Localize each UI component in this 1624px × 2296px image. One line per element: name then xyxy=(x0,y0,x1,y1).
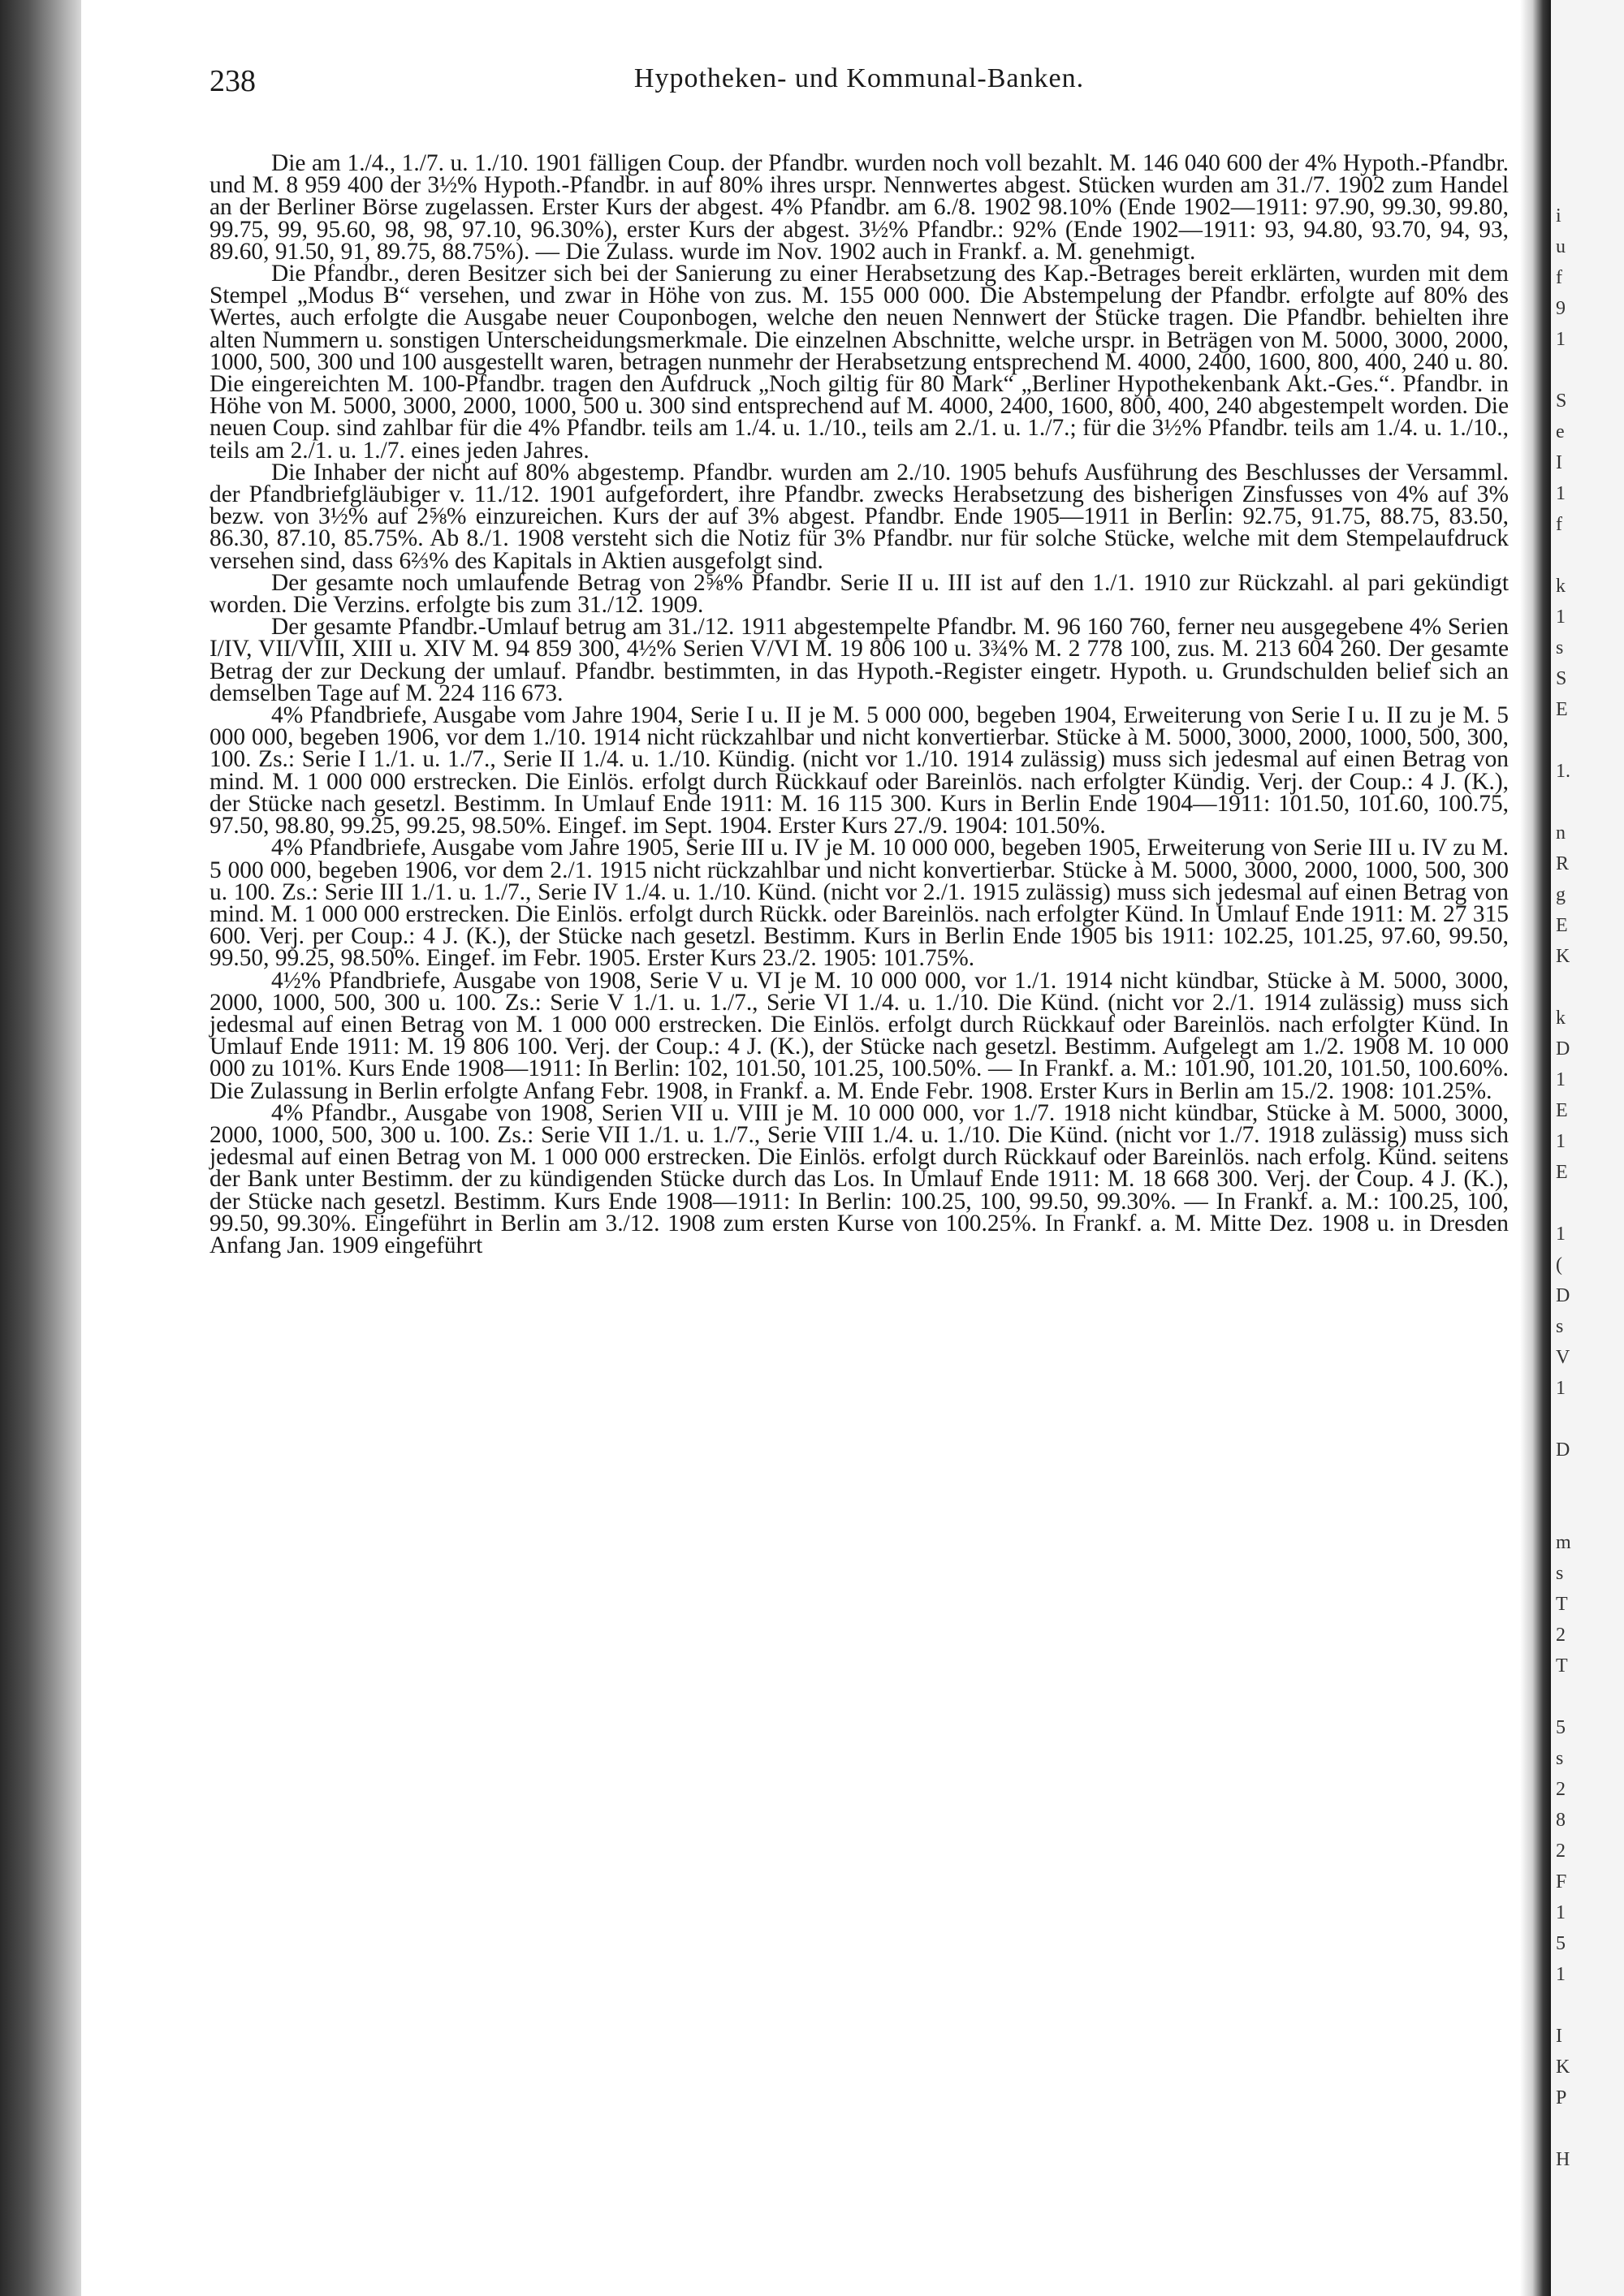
paragraph-circulation: Der gesamte Pfandbr.-Umlauf betrug am 31./12. 1911 abgestempelte Pfandbr. M. 96 160 760, ferner neu ausgegebene 4% Serien I/IV, VII/VIII, XIII u. XIV M. 94 859 300, 4½% Serien V/VI M. 19 806 100 u. 3¾% M. 2 778 100, zus. M. 213 604 260. Der gesamte Betrag der zur Deckung der umlauf. Pfandbr. bestimmten, in das Hypoth.-Register eingetr. Hypoth. u. Grundschulden belief sich an demselben Tage auf M. 224 116 673. xyxy=(209,614,1509,706)
facing-page-fragment: E xyxy=(1556,915,1568,936)
paragraph-coupons: Die am 1./4., 1./7. u. 1./10. 1901 fälligen Coup. der Pfandbr. wurden noch voll bezahlt. M. 146 040 600 der 4% Hypoth.-Pfandbr. und M. 8 959 400 der 3½% Hypoth.-Pfandbr. in auf 80% ihres urspr. Nennwertes abgest. Stücken wurden am 31./7. 1902 zum Handel an der Berliner Börse zugelassen. Erster Kurs der abgest. 4% Pfandbr. am 6./8. 1902 98.10% (Ende 1902—1911: 97.90, 99.30, 99.80, 99.75, 99, 95.60, 98, 98, 97.10, 96.30%), erster Kurs der abgest. 3½% Pfandbr.: 92% (Ende 1902—1911: 93, 94.80, 93.70, 94, 93, 89.60, 91.50, 91, 89.75, 88.75%). — Die Zulass. wurde im Nov. 1902 auch in Frankf. a. M. genehmigt. xyxy=(209,150,1509,265)
body-text xyxy=(209,150,1509,1258)
paragraph-redemption: Der gesamte noch umlaufende Betrag von 2⅝% Pfandbr. Serie II u. III ist auf den 1./1. 1910 zur Rückzahl. al pari gekündigt worden. Die Verzins. erfolgte bis zum 31./12. 1909. xyxy=(209,569,1509,619)
facing-page-fragment: 1 xyxy=(1556,483,1566,504)
page xyxy=(209,63,1509,1257)
facing-page-fragment: 1 xyxy=(1556,1902,1566,1923)
facing-page-fragment: S xyxy=(1556,668,1567,689)
facing-page-fragment: 9 xyxy=(1556,298,1566,319)
facing-page-fragment: 2 xyxy=(1556,1779,1566,1800)
facing-page-fragment: s xyxy=(1556,1748,1564,1769)
facing-page-fragment: I xyxy=(1556,2026,1562,2047)
facing-page-fragment: s xyxy=(1556,637,1564,658)
facing-page-fragment: 1 xyxy=(1556,1131,1566,1152)
facing-page-fragment: E xyxy=(1556,1162,1568,1183)
facing-page-fragment: 8 xyxy=(1556,1810,1566,1831)
facing-page-fragment: s xyxy=(1556,1316,1564,1337)
facing-page-fragment: 1. xyxy=(1556,761,1570,782)
facing-page-fragment: m xyxy=(1556,1532,1571,1553)
running-head xyxy=(209,63,1509,112)
facing-page-fragment: 1 xyxy=(1556,1224,1566,1245)
paragraph-issue-1908-v-vi: 4½% Pfandbriefe, Ausgabe von 1908, Serie V u. VI je M. 10 000 000, vor 1./1. 1914 nicht kündbar, Stücke à M. 5000, 3000, 2000, 1000, 500, 300 u. 100. Zs.: Serie V 1./1. u. 1./7., Serie VI 1./4. u. 1./10. Die Künd. (nicht vor 2./1. 1914 zulässig) muss sich jedesmal auf einen Betrag von M. 1 000 000 erstrecken. Die Einlös. erfolgt durch Rückkauf oder Bareinlös. nach erfolgter Künd. In Umlauf Ende 1911: M. 19 806 100. Verj. der Coup.: 4 J. (K.), der Stücke nach gesetzl. Bestimm. Aufgelegt am 1./2. 1908 M. 10 000 000 zu 101%. Kurs Ende 1908—1911: In Berlin: 102, 101.50, 101.25, 100.50%. — In Frankf. a. M.: 101.90, 101.20, 101.50, 100.60%. Die Zulassung in Berlin erfolgte Anfang Febr. 1908, in Frankf. a. M. Ende Febr. 1908. Erster Kurs in Berlin am 15./2. 1908: 101.25%. xyxy=(209,967,1509,1104)
facing-page-fragment: 5 xyxy=(1556,1933,1566,1954)
paragraph-issue-1908-vii-viii: 4% Pfandbr., Ausgabe von 1908, Serien VII u. VIII je M. 10 000 000, vor 1./7. 1918 nicht kündbar, Stücke à M. 5000, 3000, 2000, 1000, 500, 300 u. 100. Zs.: Serie VII 1./1. u. 1./7., Serie VIII 1./4. u. 1./10. Die Künd. (nicht vor 1./7. 1918 zulässig) muss sich jedesmal auf einen Betrag von M. 1 000 000 erstrecken. Die Einlös. erfolgt durch Rückkauf oder Bareinlös. nach erfolg. Künd. seitens der Bank unter Bestimm. der zu kündigenden Stücke durch das Los. In Umlauf Ende 1911: M. 18 668 300. Verj. der Coup. 4 J. (K.), der Stücke nach gesetzl. Bestimm. Kurs Ende 1908—1911: In Berlin: 100.25, 100, 99.50, 99.30%. — In Frankf. a. M.: 100.25, 100, 99.50, 99.30%. Eingeführt in Berlin am 3./12. 1908 zum ersten Kurse von 100.25%. In Frankf. a. M. Mitte Dez. 1908 u. in Dresden Anfang Jan. 1909 eingeführt xyxy=(209,1099,1509,1258)
facing-page-fragment: 5 xyxy=(1556,1717,1566,1738)
facing-page-fragment: 1 xyxy=(1556,1964,1566,1985)
facing-page-fragment: E xyxy=(1556,1100,1568,1121)
facing-page-fragment: 1 xyxy=(1556,606,1566,628)
facing-page-fragment: i xyxy=(1556,205,1561,227)
paragraph-modus-b: Die Pfandbr., deren Besitzer sich bei der Sanierung zu einer Herabsetzung des Kap.-Betrages bereit erklärten, wurden mit dem Stempel „Modus B“ versehen, und zwar in Höhe von zus. M. 155 000 000. Die Abstempelung der Pfandbr. erfolgte auf 80% des Wertes, auch erfolgte die Ausgabe neuer Couponbogen, welche den neuen Nennwert der Stücke tragen. Die Pfandbr. behielten ihre alten Nummern u. sonstigen Unterscheidungsmerkmale. Die einzelnen Abschnitte, welche urspr. in Beträgen von M. 5000, 3000, 2000, 1000, 500, 300 und 100 ausgestellt waren, betragen nunmehr der Herabsetzung entsprechend M. 4000, 2400, 1600, 800, 400, 240 u. 80. Die eingereichten M. 100-Pfandbr. tragen den Aufdruck „Noch giltig für 80 Mark“ „Berliner Hypothekenbank Akt.-Ges.“. Pfandbr. in Höhe von M. 5000, 3000, 2000, 1000, 500 u. 300 sind entsprechend auf M. 4000, 2400, 1600, 800, 400, 240 abgestempelt worden. Die neuen Coup. sind zahlbar für die 4% Pfandbr. teils am 1./4. u. 1./10., teils am 2./1. u. 1./7.; für die 3½% Pfandbr. teils am 1./4. u. 1./10., teils am 2./1. u. 1./7. eines jeden Jahres. xyxy=(209,261,1509,464)
facing-page-fragment: V xyxy=(1556,1347,1570,1368)
facing-page-fragment: f xyxy=(1556,514,1562,535)
page-number: 238 xyxy=(209,64,256,98)
facing-page-fragment: 2 xyxy=(1556,1841,1566,1862)
facing-page-fragment: k xyxy=(1556,1008,1566,1029)
facing-page-fragment: T xyxy=(1556,1594,1568,1615)
facing-page-fragment: P xyxy=(1556,2087,1567,2108)
facing-page-fragment: T xyxy=(1556,1655,1568,1677)
facing-page-fragment: n xyxy=(1556,822,1566,844)
facing-page-fragment: F xyxy=(1556,1871,1567,1892)
facing-page-fragments xyxy=(1556,0,1624,2296)
facing-page-fragment: k xyxy=(1556,576,1566,597)
facing-page-fragment: H xyxy=(1556,2149,1570,2170)
facing-page-fragment: s xyxy=(1556,1563,1564,1584)
facing-page-fragment: E xyxy=(1556,699,1568,720)
book-binding-shadow xyxy=(0,0,81,2296)
facing-page-fragment: S xyxy=(1556,391,1567,412)
facing-page-fragment: ( xyxy=(1556,1254,1562,1275)
facing-page-fragment: D xyxy=(1556,1439,1570,1461)
facing-page-fragment: 1 xyxy=(1556,1378,1566,1399)
facing-page-fragment: D xyxy=(1556,1285,1570,1306)
facing-page-fragment: g xyxy=(1556,884,1566,905)
facing-page-fragment: 2 xyxy=(1556,1625,1566,1646)
facing-page-edge xyxy=(1520,0,1624,2296)
facing-page-fragment: f xyxy=(1556,267,1562,288)
facing-page-fragment: u xyxy=(1556,236,1566,257)
facing-page-fragment: e xyxy=(1556,421,1565,442)
facing-page-fragment: I xyxy=(1556,452,1562,473)
facing-page-fragment: D xyxy=(1556,1038,1570,1060)
gutter-shadow xyxy=(1520,0,1551,2296)
facing-page-fragment: R xyxy=(1556,853,1570,874)
facing-page-fragment: 1 xyxy=(1556,329,1566,350)
facing-page-fragment: 1 xyxy=(1556,1069,1566,1090)
facing-page-fragment: K xyxy=(1556,2056,1570,2078)
page-title: Hypotheken- und Kommunal-Banken. xyxy=(633,63,1085,93)
paragraph-issue-1904: 4% Pfandbriefe, Ausgabe vom Jahre 1904, Serie I u. II je M. 5 000 000, begeben 1904, Erweiterung von Serie I u. II zu je M. 5 000 000, begeben 1906, vor dem 1./10. 1914 nicht rückzahlbar und nicht konvertierbar. Stücke à M. 5000, 3000, 2000, 1000, 500, 300, 100. Zs.: Serie I 1./1. u. 1./7., Serie II 1./4. u. 1./10. Kündig. (nicht vor 1./10. 1914 zulässig) muss sich jedesmal auf einen Betrag von mind. M. 1 000 000 erstrecken. Die Einlös. erfolgt durch Rückkauf oder Bareinlös. nach erfolgter Kündig. Verj. der Coup.: 4 J. (K.), der Stücke nach gesetzl. Bestimm. In Umlauf Ende 1911: M. 16 115 300. Kurs in Berlin Ende 1904—1911: 101.50, 101.60, 100.75, 97.50, 98.80, 99.25, 99.25, 98.50%. Eingef. im Sept. 1904. Erster Kurs 27./9. 1904: 101.50%. xyxy=(209,702,1509,839)
paragraph-unstamped: Die Inhaber der nicht auf 80% abgestemp. Pfandbr. wurden am 2./10. 1905 behufs Ausführung des Beschlusses der Versamml. der Pfandbriefgläubiger v. 11./12. 1901 aufgefordert, ihre Pfandbr. zwecks Herabsetzung des bisherigen Zinsfusses von 4% auf 3% bezw. von 3½% auf 2⅝% einzureichen. Kurs der auf 3% abgest. Pfandbr. Ende 1905—1911 in Berlin: 92.75, 91.75, 88.75, 83.50, 86.30, 87.10, 85.75%. Ab 8./1. 1908 versteht sich die Notiz für 3% Pfandbr. nur für solche Stücke, welche mit dem Stempelaufdruck versehen sind, dass 6⅔% des Kapitals in Aktien ausgefolgt sind. xyxy=(209,459,1509,574)
facing-page-fragment: K xyxy=(1556,946,1570,967)
paragraph-issue-1905: 4% Pfandbriefe, Ausgabe vom Jahre 1905, Serie III u. IV je M. 10 000 000, begeben 1905, Erweiterung von Serie III u. IV zu M. 5 000 000, begeben 1906, vor dem 2./1. 1915 nicht rückzahlbar und nicht konvertierbar. Stücke à M. 5000, 3000, 2000, 1000, 500, 300 u. 100. Zs.: Serie III 1./1. u. 1./7., Serie IV 1./4. u. 1./10. Künd. (nicht vor 2./1. 1915 zulässig) muss sich jedesmal auf einen Betrag von mind. M. 1 000 000 erstrecken. Die Einlös. erfolgt durch Rückk. oder Bareinlös. nach erfolgter Künd. In Umlauf Ende 1911: M. 27 315 600. Verj. per Coup.: 4 J. (K.), der Stücke nach gesetzl. Bestimm. Kurs in Berlin Ende 1905 bis 1911: 102.25, 101.25, 97.60, 99.50, 99.50, 99.25, 98.50%. Eingef. im Febr. 1905. Erster Kurs 23./2. 1905: 101.75%. xyxy=(209,835,1509,972)
